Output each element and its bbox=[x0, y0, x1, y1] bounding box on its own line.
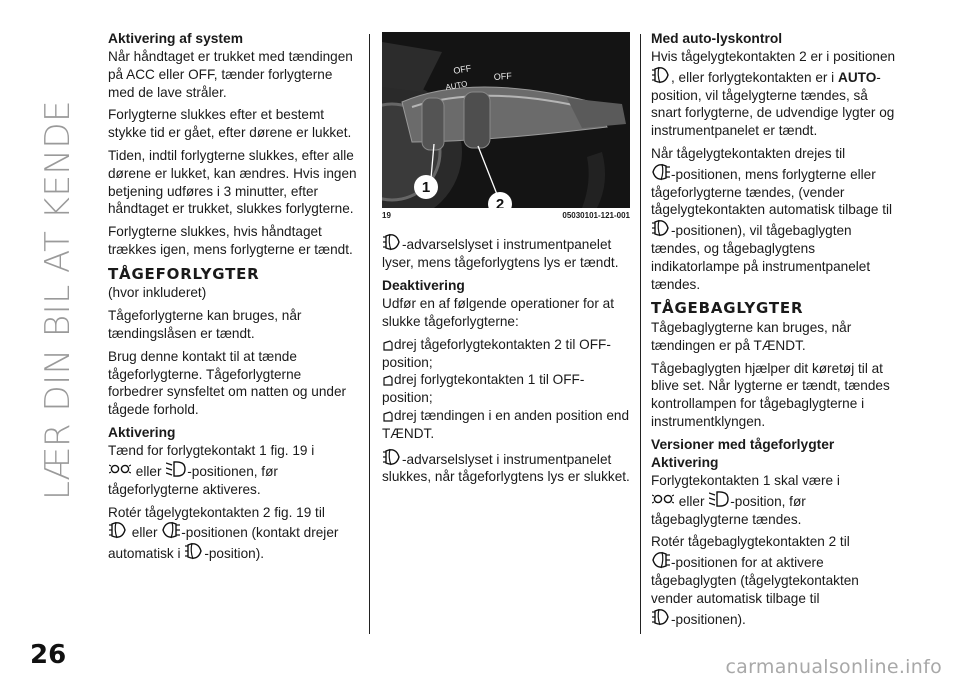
paragraph: Når håndtaget er trukket med tændingen på ACC eller OFF, tænder forlygterne med de lave stråler. bbox=[108, 49, 353, 100]
paragraph: Tiden, indtil forlygterne slukkes, efter alle dørene er lukket, kan ændres. Hvis ingen betjening udføres i 3 minutter, efter håndtaget er trukket, slukkes forlygterne. bbox=[108, 148, 357, 217]
heading-auto-light-control: Med auto-lyskontrol bbox=[651, 31, 783, 46]
paragraph: Forlygterne slukkes, hvis håndtaget trækkes igen, mens forlygterne er tændt. bbox=[108, 224, 353, 258]
paragraph: Hvis tågelygtekontakten 2 er i positionen, eller forlygtekontakten er i AUTO-position, vil tågelygterne tændes, så snart forlygterne, de udvendige lygter og instrumentpanelet er tændt. bbox=[651, 49, 896, 139]
paragraph: -advarselslyset i instrumentpanelet lyser, mens tågeforlygtens lys er tændt. bbox=[382, 233, 630, 272]
heading-rear-fog-lights: TÅGEBAGLYGTER bbox=[651, 299, 804, 318]
paragraph: Udfør en af følgende operationer for at slukke tågeforlygterne: bbox=[382, 296, 614, 329]
front-fog-light-icon bbox=[383, 233, 401, 251]
column-3 bbox=[651, 30, 899, 633]
bullet-square-icon bbox=[383, 375, 393, 386]
front-fog-light-icon bbox=[383, 448, 401, 466]
paragraph: Brug denne kontakt til at tænde tågeforlygterne. Tågeforlygterne forbedrer synsfeltet om natten og under tågede forhold. bbox=[108, 348, 347, 418]
column-2 bbox=[382, 30, 630, 491]
paragraph: Forlygterne slukkes efter et bestemt stykke tid er gået, efter dørene er lukket. bbox=[108, 107, 352, 141]
figure-caption bbox=[382, 211, 630, 221]
paragraph: Rotér tågelygtekontakten 2 fig. 19 til eller -positionen (kontakt drejer automatisk i -position). bbox=[108, 504, 339, 562]
heading-system-activation: Aktivering af system bbox=[108, 31, 243, 46]
paragraph: Når tågelygtekontakten drejes til -positionen, mens forlygterne eller tågeforlygterne tændes, (vender tågelygtekontakten automatisk tilbage til -positionen), vil tågebaglygten tændes, og tågebaglygtens indikatorlampe på instrumentpanelet tændes. bbox=[651, 146, 893, 292]
paragraph: Rotér tågebaglygtekontakten 2 til -positionen for at aktivere tågebaglygten (tågelygtekontakten vender automatisk tilbage til -positionen). bbox=[651, 534, 859, 627]
paragraph: -advarselslyset i instrumentpanelet slukkes, når tågeforlygtens lys er slukket. bbox=[382, 448, 630, 487]
heading-deactivation: Deaktivering bbox=[382, 278, 465, 294]
sidebar-section-title: LÆR DIN BIL AT KENDE bbox=[38, 99, 78, 501]
footer-watermark: carmanualsonline.info bbox=[725, 656, 942, 678]
bullet-square-icon bbox=[383, 411, 393, 422]
low-beam-icon bbox=[709, 490, 729, 508]
rear-fog-light-icon bbox=[162, 521, 180, 539]
switch-label-off-2: OFF bbox=[493, 70, 513, 82]
low-beam-icon bbox=[166, 460, 186, 478]
switch-label-auto: AUTO bbox=[444, 79, 469, 92]
callout-1: 1 bbox=[421, 179, 431, 196]
parking-light-icon bbox=[652, 490, 674, 508]
front-fog-light-icon bbox=[652, 608, 670, 626]
fog-lights-subtitle: (hvor inkluderet) bbox=[108, 285, 207, 301]
bullet-item: drej forlygtekontakten 1 til OFF-position; bbox=[382, 372, 585, 406]
rear-fog-light-icon bbox=[652, 551, 670, 569]
column-divider-right bbox=[640, 34, 641, 634]
heading-activation: Aktivering bbox=[651, 454, 719, 470]
light-switch-stalk-illustration bbox=[382, 32, 630, 208]
callout-2: 2 bbox=[495, 196, 505, 208]
bullet-item: drej tændingen i en anden position end TÆNDT. bbox=[382, 407, 630, 441]
front-fog-light-icon bbox=[109, 521, 127, 539]
parking-light-icon bbox=[109, 460, 131, 478]
front-fog-light-icon bbox=[652, 66, 670, 84]
figure-light-switch-stalk bbox=[382, 32, 630, 208]
page-number: 26 bbox=[30, 640, 67, 670]
paragraph: Tågebaglygten hjælper dit køretøj til at blive set. Når lygterne er tændt, tændes kontrollampen for tågebaglygterne i instrumentklyngen. bbox=[651, 360, 890, 430]
column-divider-left bbox=[369, 34, 370, 634]
figure-number: 19 bbox=[382, 211, 391, 220]
paragraph: Tænd for forlygtekontakt 1 fig. 19 i eller -positionen, før tågeforlygterne aktiveres. bbox=[108, 443, 315, 497]
paragraph: Tågebaglygterne kan bruges, når tændingen er på TÆNDT. bbox=[651, 320, 852, 353]
paragraph: Forlygtekontakten 1 skal være i eller -position, før tågebaglygterne tændes. bbox=[651, 472, 840, 527]
front-fog-light-icon bbox=[185, 542, 203, 560]
rear-fog-light-icon bbox=[652, 163, 670, 181]
figure-code: 05030101-121-001 bbox=[562, 211, 630, 220]
front-fog-light-icon bbox=[652, 219, 670, 237]
bullet-item: drej tågeforlygtekontakten 2 til OFF-position; bbox=[382, 336, 611, 370]
bullet-square-icon bbox=[383, 340, 393, 351]
column-1 bbox=[108, 30, 358, 568]
heading-versions-with-fog-lights: Versioner med tågeforlygter bbox=[651, 436, 835, 452]
heading-fog-lights: TÅGEFORLYGTER bbox=[108, 264, 260, 283]
switch-label-off-1: OFF bbox=[452, 62, 473, 76]
paragraph: Tågeforlygterne kan bruges, når tændingslåsen er tændt. bbox=[108, 308, 302, 342]
heading-activation: Aktivering bbox=[108, 425, 176, 441]
